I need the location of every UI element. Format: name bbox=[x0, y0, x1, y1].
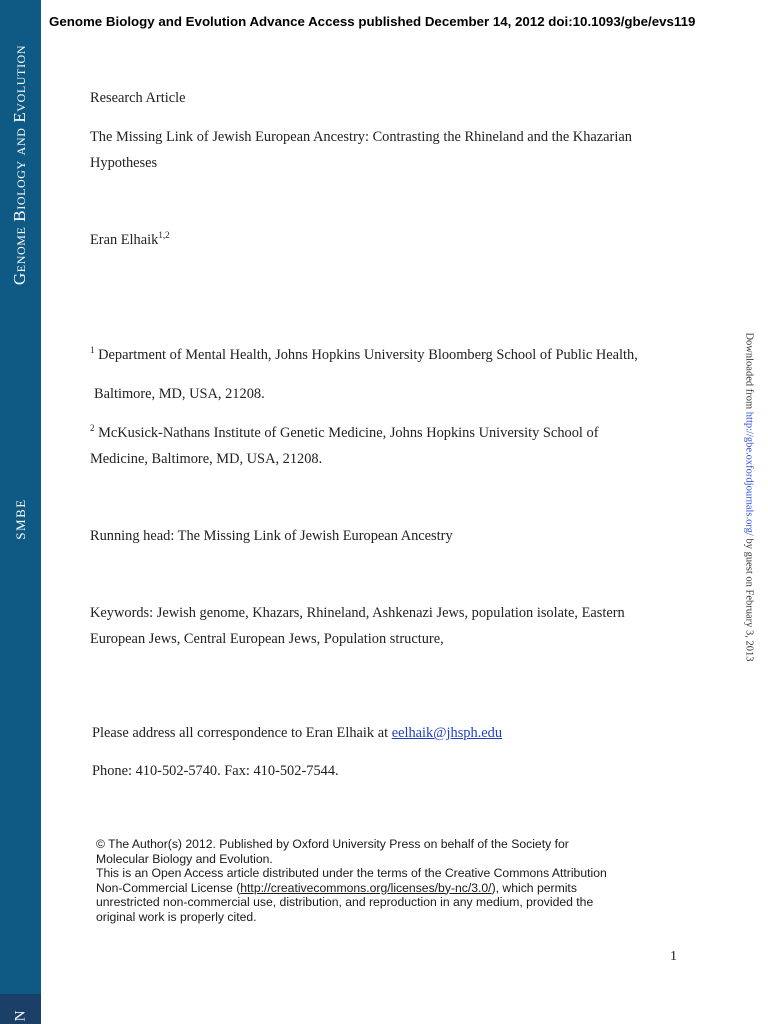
sidebar-society-abbrev: SMBE bbox=[13, 498, 28, 540]
phone-fax-line: Phone: 410-502-5740. Fax: 410-502-7544. bbox=[92, 763, 339, 779]
correspondence-email-link[interactable]: eelhaik@jhsph.edu bbox=[391, 725, 503, 741]
keywords-line-1: Keywords: Jewish genome, Khazars, Rhineland, Ashkenazi Jews, population isolate, Eastern bbox=[90, 605, 625, 621]
copyright-line-4 bbox=[96, 881, 656, 896]
affiliation-2-line-2: Medicine, Baltimore, MD, USA, 21208. bbox=[90, 451, 323, 467]
affiliation-1-line-1 bbox=[90, 347, 638, 364]
correspondence-line bbox=[92, 725, 502, 742]
affiliation-2-text: McKusick-Nathans Institute of Genetic Medicine, Johns Hopkins University School of bbox=[94, 425, 599, 441]
affiliation-1-line-2: Baltimore, MD, USA, 21208. bbox=[94, 386, 265, 402]
author-name bbox=[90, 232, 170, 249]
page-number: 1 bbox=[670, 949, 677, 964]
download-watermark bbox=[744, 332, 755, 661]
license-suffix: ), which permits bbox=[491, 880, 577, 895]
copyright-line-5: unrestricted non-commercial use, distribution, and reproduction in any medium, provided the bbox=[96, 895, 594, 909]
copyright-line-6: original work is properly cited. bbox=[96, 909, 257, 924]
copyright-notice bbox=[96, 837, 656, 924]
article-title-line-2: Hypotheses bbox=[90, 155, 158, 171]
affiliation-1-number: 1 bbox=[90, 345, 95, 355]
download-source-link[interactable]: http://gbe.oxfordjournals.org/ bbox=[743, 411, 755, 536]
journal-sidebar bbox=[0, 0, 41, 1024]
copyright-line-1: © The Author(s) 2012. Published by Oxford University Press on behalf of the Society for bbox=[96, 837, 569, 851]
advance-access-header: Genome Biology and Evolution Advance Access published December 14, 2012 doi:10.1093/gbe/evs119 bbox=[49, 14, 696, 29]
correspondence-prefix: Please address all correspondence to Eran Elhaik at bbox=[92, 725, 392, 741]
license-prefix: Non-Commercial License ( bbox=[96, 880, 241, 895]
download-note-prefix: Downloaded from bbox=[743, 332, 755, 412]
running-head: Running head: The Missing Link of Jewish European Ancestry bbox=[90, 528, 453, 544]
author-name-text: Eran Elhaik bbox=[90, 232, 159, 248]
author-affiliation-superscript: 1,2 bbox=[158, 230, 170, 240]
copyright-line-2: Molecular Biology and Evolution. bbox=[96, 851, 273, 866]
creative-commons-license-link[interactable]: http://creativecommons.org/licenses/by-nc/3.0/ bbox=[240, 880, 492, 895]
affiliation-1-text: Department of Mental Health, Johns Hopkins University Bloomberg School of Public Health, bbox=[94, 347, 638, 363]
sidebar-journal-name: Genome Biology and Evolution bbox=[10, 44, 29, 286]
article-type-label: Research Article bbox=[90, 90, 186, 106]
copyright-line-3: This is an Open Access article distributed under the terms of the Creative Commons Attribution bbox=[96, 866, 607, 880]
affiliation-2-number: 2 bbox=[90, 423, 95, 433]
download-note-suffix: by guest on February 3, 2013 bbox=[743, 535, 755, 662]
keywords-line-2: European Jews, Central European Jews, Population structure, bbox=[90, 631, 444, 647]
affiliation-2-line-1 bbox=[90, 425, 599, 442]
article-title-line-1: The Missing Link of Jewish European Ancestry: Contrasting the Rhineland and the Khazarian bbox=[90, 129, 632, 145]
sidebar-bottom-letter: N bbox=[12, 1010, 29, 1022]
